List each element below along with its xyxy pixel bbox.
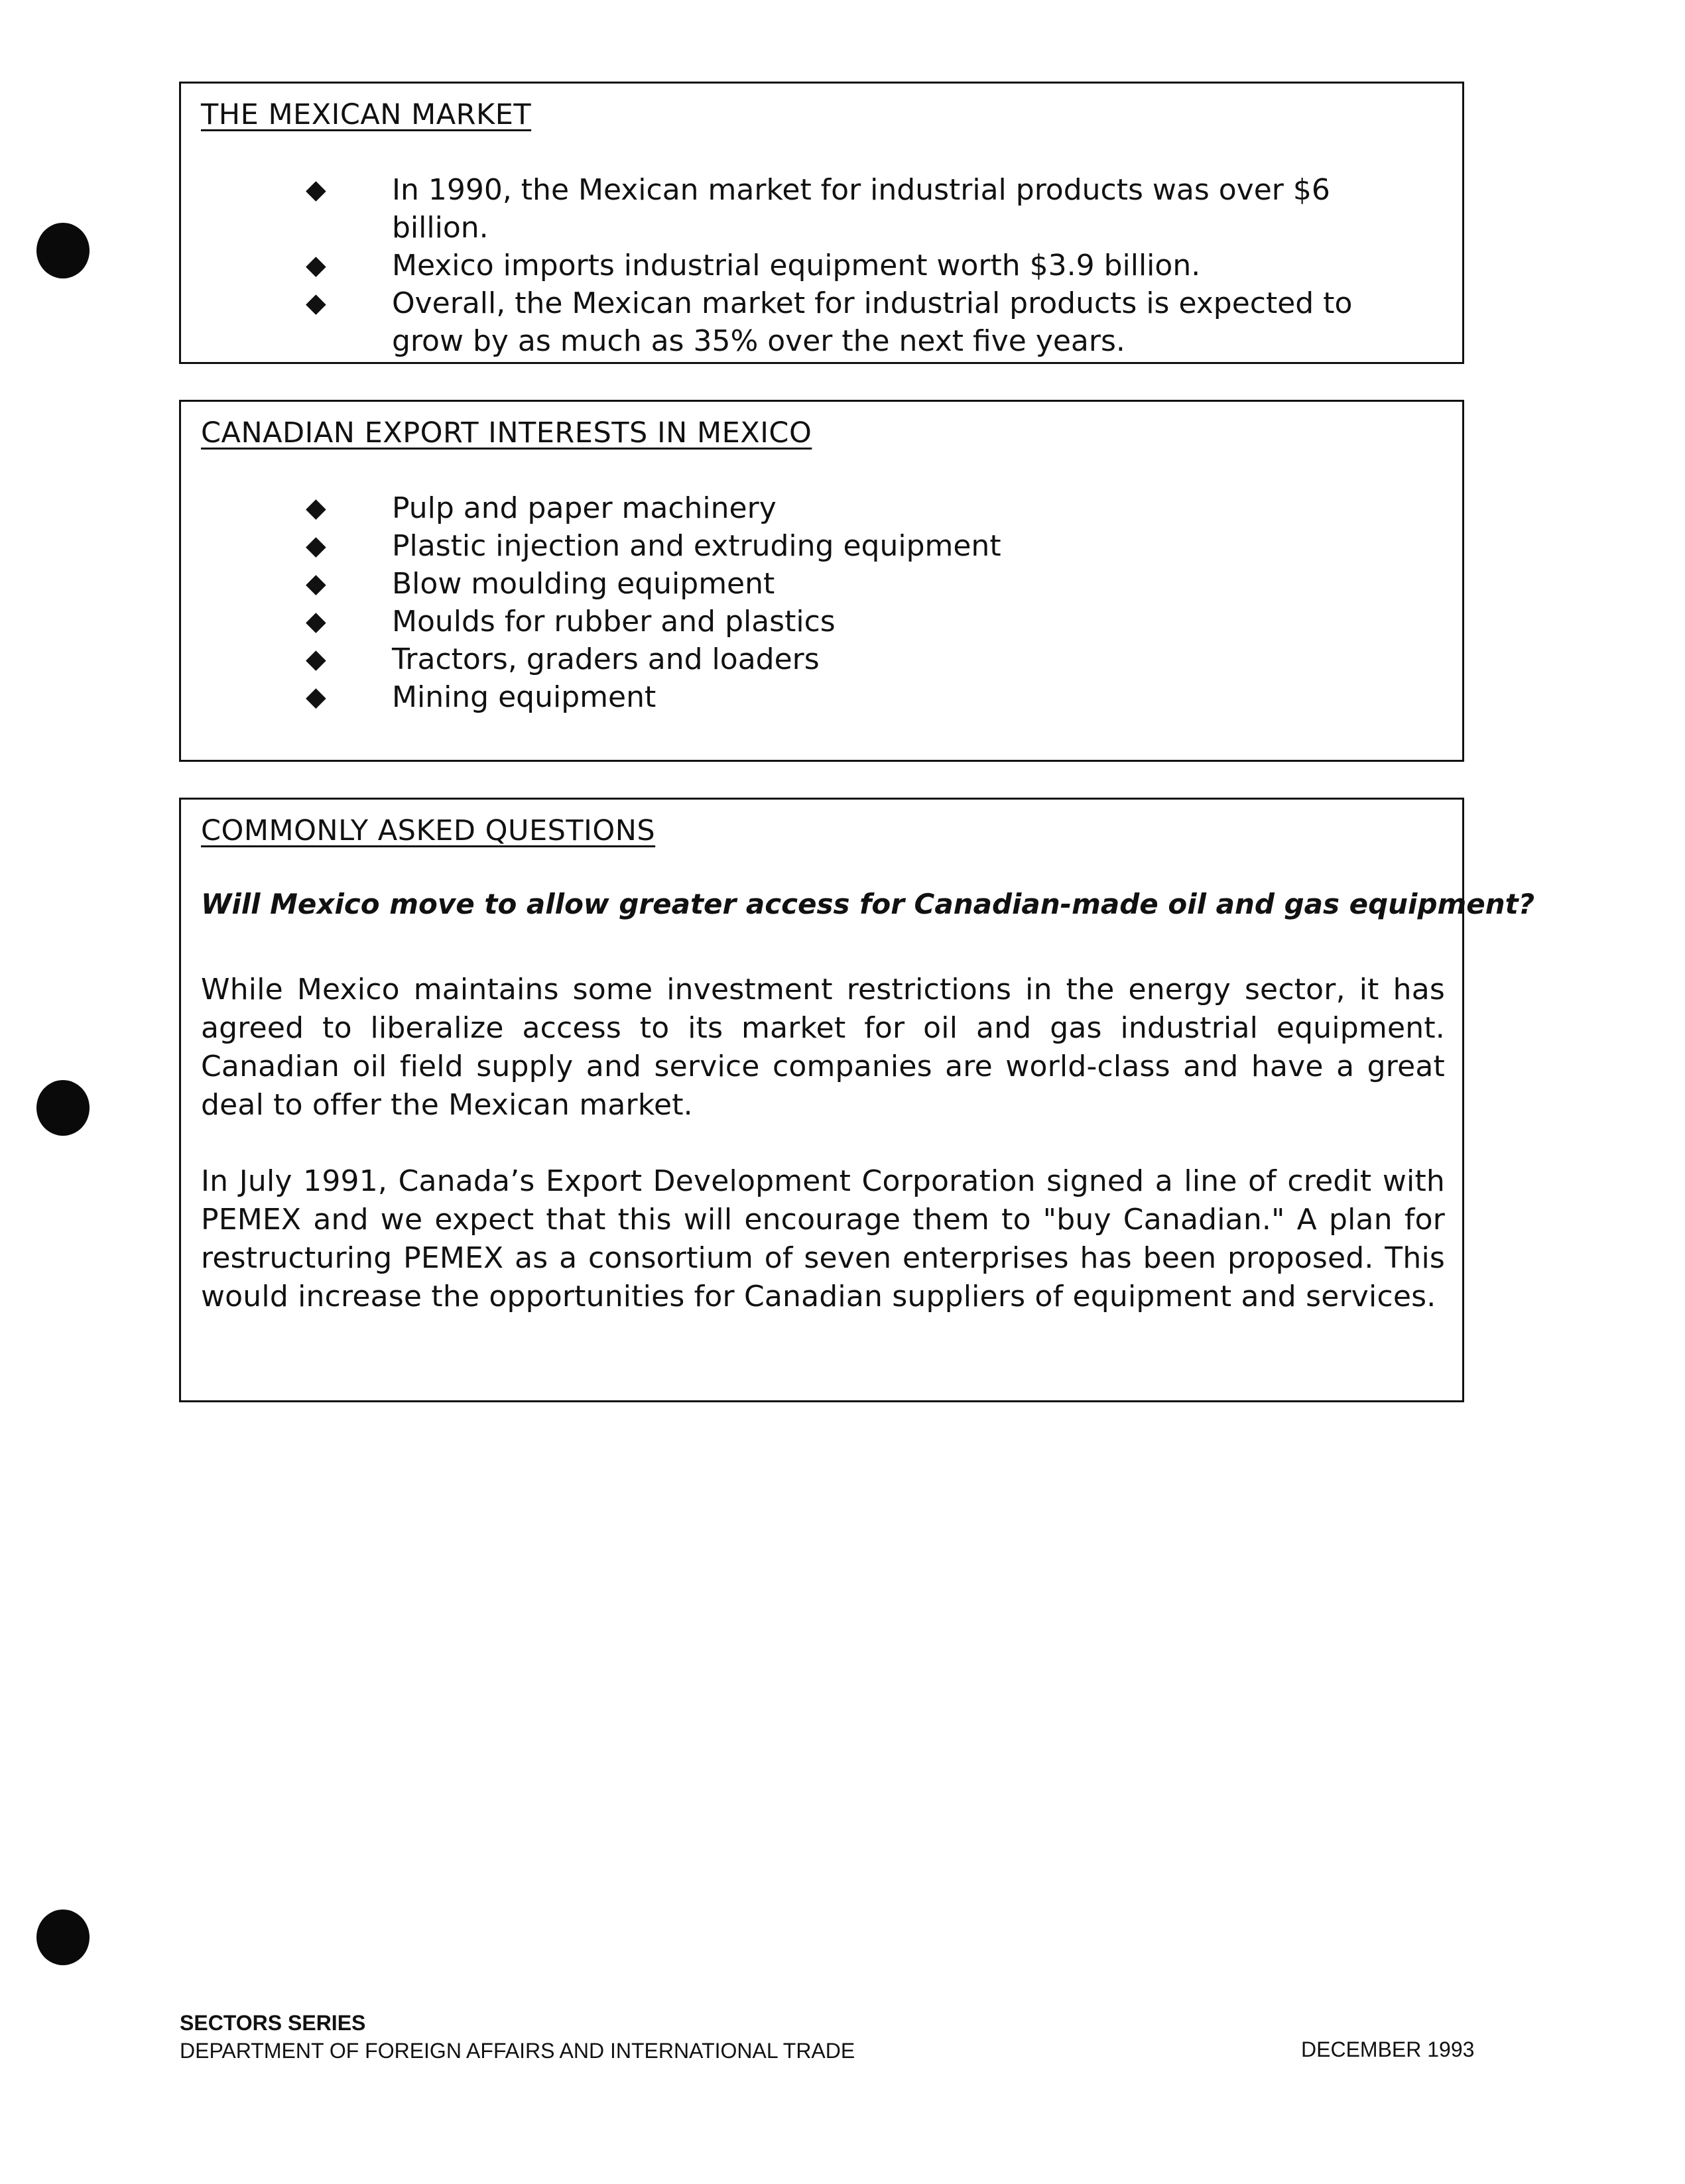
list-item xyxy=(181,171,1428,247)
footer-department: DEPARTMENT OF FOREIGN AFFAIRS AND INTERNATIONAL TRADE xyxy=(180,2039,855,2063)
diamond-bullet-icon: ◆ xyxy=(306,288,326,318)
answer-paragraph-2: In July 1991, Canada’s Export Development Corporation signed a line of credit with PEMEX and we expect that this will encourage them to "buy Canadian." A plan for restructuring PEMEX as a consortium of seven enterprises has been proposed. This would increase the opportunities for Canadian suppliers of equipment and services. xyxy=(201,1164,1445,1313)
export-interests-bullets xyxy=(181,489,1428,716)
footer-series: SECTORS SERIES xyxy=(180,2011,366,2035)
list-item xyxy=(181,603,1428,640)
list-item xyxy=(181,565,1428,603)
diamond-bullet-icon: ◆ xyxy=(306,250,326,280)
list-item xyxy=(181,527,1428,565)
bullet-text: In 1990, the Mexican market for industrial products was over $6 billion. xyxy=(392,173,1330,245)
diamond-bullet-icon: ◆ xyxy=(306,493,326,523)
diamond-bullet-icon: ◆ xyxy=(306,174,326,205)
bullet-text: Pulp and paper machinery xyxy=(392,491,777,525)
questions-title: COMMONLY ASKED QUESTIONS xyxy=(201,814,656,847)
bullet-text: Moulds for rubber and plastics xyxy=(392,605,836,638)
bullet-text: Mexico imports industrial equipment worth $3.9 billion. xyxy=(392,249,1201,282)
bullet-text: Plastic injection and extruding equipment xyxy=(392,529,1001,563)
punch-hole-top xyxy=(36,223,90,278)
diamond-bullet-icon: ◆ xyxy=(306,644,326,674)
question-text: Will Mexico move to allow greater access for Canadian-made oil and gas equipment? xyxy=(201,888,1535,920)
questions-box xyxy=(179,798,1535,1402)
mexican-market-box xyxy=(179,82,1464,364)
punch-hole-middle xyxy=(36,1080,90,1136)
list-item xyxy=(181,640,1428,678)
diamond-bullet-icon: ◆ xyxy=(306,530,326,561)
list-item xyxy=(181,678,1428,716)
bullet-text: Overall, the Mexican market for industrial products is expected to grow by as much as 35% over the next five years. xyxy=(392,286,1353,358)
bullet-text: Tractors, graders and loaders xyxy=(392,642,820,676)
punch-hole-bottom xyxy=(36,1910,90,1965)
list-item xyxy=(181,247,1428,284)
list-item xyxy=(181,284,1428,360)
diamond-bullet-icon: ◆ xyxy=(306,568,326,599)
answer-paragraph-1: While Mexico maintains some investment restrictions in the energy sector, it has agreed to liberalize access to its market for oil and gas industrial equipment. Canadian oil field supply and service companies are world-class and have a great deal to offer the Mexican market. xyxy=(201,973,1445,1122)
footer-date: DECEMBER 1993 xyxy=(1301,2037,1475,2061)
export-interests-box xyxy=(179,400,1464,762)
diamond-bullet-icon: ◆ xyxy=(306,606,326,637)
bullet-text: Blow moulding equipment xyxy=(392,567,775,601)
bullet-text: Mining equipment xyxy=(392,680,656,714)
export-interests-title: CANADIAN EXPORT INTERESTS IN MEXICO xyxy=(201,416,812,450)
mexican-market-title: THE MEXICAN MARKET xyxy=(201,98,532,131)
list-item xyxy=(181,489,1428,527)
mexican-market-bullets xyxy=(181,171,1428,360)
diamond-bullet-icon: ◆ xyxy=(306,682,326,712)
